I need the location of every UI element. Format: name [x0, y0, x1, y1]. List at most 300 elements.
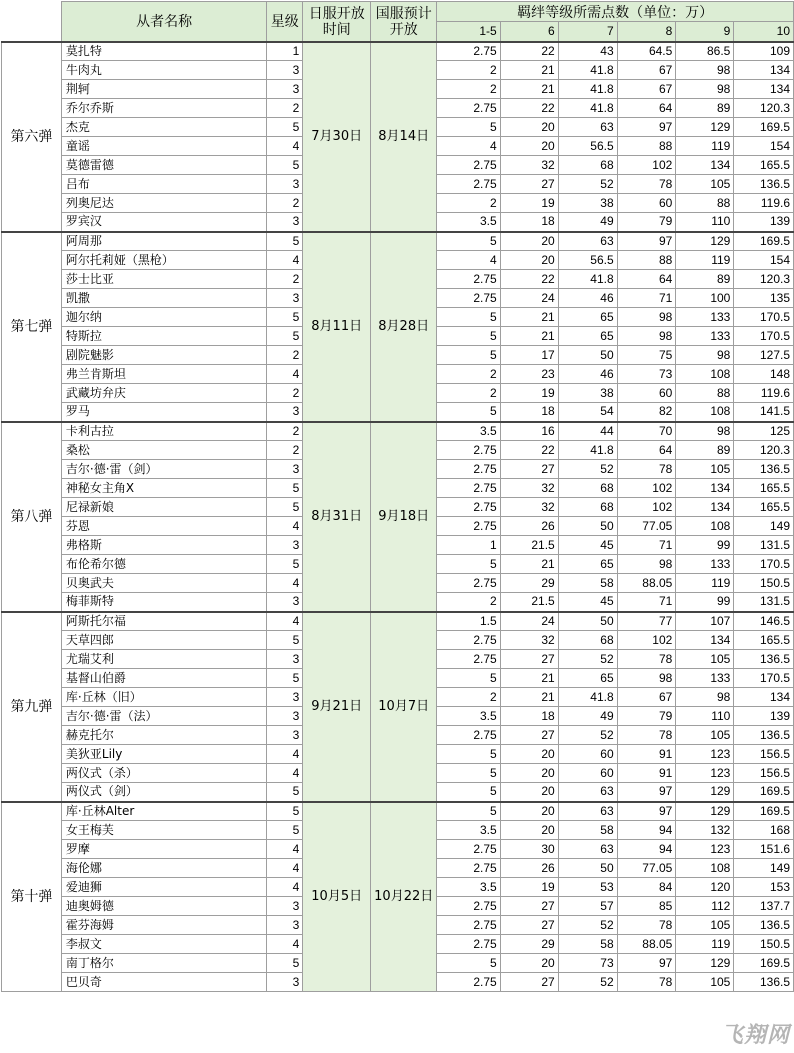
- bond-points-cell: 41.8: [558, 80, 617, 99]
- bond-points-cell: 65: [558, 308, 617, 327]
- bond-points-cell: 20: [500, 821, 558, 840]
- header-level-7: 7: [558, 22, 617, 42]
- bond-points-cell: 78: [617, 973, 676, 992]
- bond-points-cell: 2.75: [437, 289, 500, 308]
- servant-name: 梅菲斯特: [61, 593, 266, 612]
- bond-points-cell: 49: [558, 707, 617, 726]
- bond-points-cell: 110: [676, 213, 734, 232]
- bond-points-cell: 19: [500, 384, 558, 403]
- bond-points-cell: 1.5: [437, 612, 500, 631]
- bond-points-cell: 108: [676, 859, 734, 878]
- header-level-8: 8: [617, 22, 676, 42]
- bond-points-cell: 41.8: [558, 99, 617, 118]
- bond-points-cell: 2.75: [437, 859, 500, 878]
- bond-points-cell: 169.5: [734, 954, 794, 973]
- servant-name: 迦尔纳: [61, 308, 266, 327]
- servant-name: 尤瑞艾利: [61, 650, 266, 669]
- bond-points-cell: 129: [676, 232, 734, 251]
- bond-points-cell: 134: [734, 61, 794, 80]
- bond-points-cell: 3.5: [437, 707, 500, 726]
- star-rank: 4: [267, 574, 303, 593]
- bond-points-cell: 2: [437, 61, 500, 80]
- servant-name: 罗摩: [61, 840, 266, 859]
- bond-points-cell: 133: [676, 669, 734, 688]
- bond-points-cell: 68: [558, 156, 617, 175]
- servant-name: 贝奥武夫: [61, 574, 266, 593]
- servant-name: 卡利古拉: [61, 422, 266, 441]
- bond-points-cell: 89: [676, 99, 734, 118]
- servant-name: 桑松: [61, 441, 266, 460]
- bond-points-cell: 78: [617, 916, 676, 935]
- bond-points-cell: 27: [500, 726, 558, 745]
- bond-points-cell: 120.3: [734, 270, 794, 289]
- star-rank: 3: [267, 213, 303, 232]
- header-row-1: [2, 2, 794, 22]
- servant-row: [2, 802, 794, 821]
- bond-points-cell: 5: [437, 327, 500, 346]
- star-rank: 2: [267, 270, 303, 289]
- servant-name: 童谣: [61, 137, 266, 156]
- servant-name: 罗马: [61, 403, 266, 422]
- bond-points-cell: 52: [558, 726, 617, 745]
- bond-points-cell: 136.5: [734, 460, 794, 479]
- header-jp-release: 日服开放时间: [303, 2, 371, 42]
- bond-points-cell: 88: [617, 251, 676, 270]
- bond-points-cell: 134: [676, 156, 734, 175]
- bond-points-cell: 88: [617, 137, 676, 156]
- bond-points-cell: 98: [676, 346, 734, 365]
- star-rank: 1: [267, 42, 303, 61]
- bond-points-cell: 134: [734, 80, 794, 99]
- bond-points-cell: 168: [734, 821, 794, 840]
- bond-points-cell: 2.75: [437, 441, 500, 460]
- star-rank: 4: [267, 612, 303, 631]
- bond-points-cell: 38: [558, 194, 617, 213]
- bond-points-cell: 24: [500, 289, 558, 308]
- star-rank: 3: [267, 593, 303, 612]
- star-rank: 4: [267, 935, 303, 954]
- bond-points-cell: 4: [437, 251, 500, 270]
- servant-name: 基督山伯爵: [61, 669, 266, 688]
- bond-points-cell: 27: [500, 973, 558, 992]
- bond-points-cell: 77.05: [617, 859, 676, 878]
- star-rank: 4: [267, 251, 303, 270]
- bond-points-cell: 53: [558, 878, 617, 897]
- bond-points-cell: 2.75: [437, 726, 500, 745]
- bond-points-cell: 5: [437, 403, 500, 422]
- star-rank: 3: [267, 973, 303, 992]
- bond-points-cell: 5: [437, 954, 500, 973]
- servant-name: 海伦娜: [61, 859, 266, 878]
- bond-points-cell: 63: [558, 802, 617, 821]
- star-rank: 4: [267, 764, 303, 783]
- star-rank: 3: [267, 707, 303, 726]
- bond-points-cell: 119: [676, 251, 734, 270]
- servant-row: [2, 612, 794, 631]
- bond-points-cell: 123: [676, 840, 734, 859]
- bond-points-cell: 137.7: [734, 897, 794, 916]
- bond-points-cell: 85: [617, 897, 676, 916]
- bond-points-cell: 60: [617, 384, 676, 403]
- cn-release-date: 8月14日: [371, 42, 437, 232]
- bond-points-cell: 27: [500, 175, 558, 194]
- bond-points-cell: 120.3: [734, 441, 794, 460]
- bond-points-cell: 134: [734, 688, 794, 707]
- bond-points-cell: 20: [500, 783, 558, 802]
- bond-points-cell: 21.5: [500, 593, 558, 612]
- star-rank: 3: [267, 897, 303, 916]
- servant-name: 迪奥姆德: [61, 897, 266, 916]
- bond-points-cell: 170.5: [734, 555, 794, 574]
- bond-points-cell: 86.5: [676, 42, 734, 61]
- star-rank: 2: [267, 441, 303, 460]
- servant-name: 列奥尼达: [61, 194, 266, 213]
- bond-points-cell: 52: [558, 916, 617, 935]
- star-rank: 3: [267, 726, 303, 745]
- bond-points-cell: 5: [437, 308, 500, 327]
- bond-points-cell: 63: [558, 232, 617, 251]
- star-rank: 3: [267, 403, 303, 422]
- header-servant-name: 从者名称: [61, 2, 266, 42]
- bond-points-cell: 64: [617, 99, 676, 118]
- bond-points-cell: 98: [617, 308, 676, 327]
- bond-points-cell: 21.5: [500, 536, 558, 555]
- star-rank: 2: [267, 99, 303, 118]
- star-rank: 5: [267, 232, 303, 251]
- bond-points-cell: 16: [500, 422, 558, 441]
- jp-release-date: 8月31日: [303, 422, 371, 612]
- star-rank: 4: [267, 878, 303, 897]
- star-rank: 2: [267, 346, 303, 365]
- bond-points-cell: 52: [558, 973, 617, 992]
- star-rank: 5: [267, 821, 303, 840]
- star-rank: 3: [267, 916, 303, 935]
- bond-points-cell: 2.75: [437, 517, 500, 536]
- servant-name: 库·丘林Alter: [61, 802, 266, 821]
- bond-points-cell: 127.5: [734, 346, 794, 365]
- bond-points-cell: 17: [500, 346, 558, 365]
- bond-points-cell: 41.8: [558, 441, 617, 460]
- bond-points-cell: 119.6: [734, 384, 794, 403]
- jp-release-date: 9月21日: [303, 612, 371, 802]
- servant-name: 武藏坊弁庆: [61, 384, 266, 403]
- star-rank: 2: [267, 422, 303, 441]
- bond-points-cell: 99: [676, 536, 734, 555]
- bond-points-cell: 136.5: [734, 726, 794, 745]
- bond-points-cell: 169.5: [734, 783, 794, 802]
- bond-points-cell: 165.5: [734, 479, 794, 498]
- star-rank: 4: [267, 745, 303, 764]
- bond-points-cell: 68: [558, 631, 617, 650]
- bond-points-cell: 3.5: [437, 821, 500, 840]
- bond-points-cell: 165.5: [734, 498, 794, 517]
- servant-name: 爱迪狮: [61, 878, 266, 897]
- bond-points-cell: 38: [558, 384, 617, 403]
- bond-points-cell: 32: [500, 631, 558, 650]
- servant-name: 莫扎特: [61, 42, 266, 61]
- servant-row: [2, 42, 794, 61]
- bond-points-cell: 79: [617, 213, 676, 232]
- bond-points-cell: 82: [617, 403, 676, 422]
- bond-points-cell: 56.5: [558, 137, 617, 156]
- star-rank: 3: [267, 650, 303, 669]
- star-rank: 4: [267, 517, 303, 536]
- bond-points-cell: 119.6: [734, 194, 794, 213]
- bond-points-cell: 49: [558, 213, 617, 232]
- bond-points-cell: 2: [437, 384, 500, 403]
- bond-points-cell: 169.5: [734, 118, 794, 137]
- bond-points-cell: 136.5: [734, 650, 794, 669]
- bond-points-cell: 98: [617, 669, 676, 688]
- bond-points-cell: 129: [676, 783, 734, 802]
- bond-points-cell: 123: [676, 764, 734, 783]
- bond-points-cell: 108: [676, 517, 734, 536]
- bond-points-cell: 65: [558, 555, 617, 574]
- bond-points-cell: 63: [558, 118, 617, 137]
- bond-points-cell: 102: [617, 631, 676, 650]
- bond-points-table: [1, 1, 794, 992]
- bond-points-cell: 89: [676, 441, 734, 460]
- bond-points-cell: 75: [617, 346, 676, 365]
- bond-points-cell: 52: [558, 650, 617, 669]
- bond-points-cell: 50: [558, 612, 617, 631]
- bond-points-cell: 21: [500, 80, 558, 99]
- bond-points-cell: 133: [676, 555, 734, 574]
- servant-name: 两仪式（杀）: [61, 764, 266, 783]
- batch-label: 第八弹: [2, 422, 62, 612]
- bond-points-cell: 5: [437, 555, 500, 574]
- bond-points-cell: 20: [500, 251, 558, 270]
- servant-name: 特斯拉: [61, 327, 266, 346]
- bond-points-cell: 131.5: [734, 593, 794, 612]
- bond-points-cell: 1: [437, 536, 500, 555]
- bond-points-cell: 120.3: [734, 99, 794, 118]
- bond-points-cell: 136.5: [734, 175, 794, 194]
- bond-points-cell: 129: [676, 954, 734, 973]
- bond-points-cell: 2.75: [437, 574, 500, 593]
- servant-row: [2, 422, 794, 441]
- bond-points-cell: 21: [500, 61, 558, 80]
- bond-points-cell: 2: [437, 688, 500, 707]
- cn-release-date: 10月22日: [371, 802, 437, 992]
- servant-name: 荆轲: [61, 80, 266, 99]
- bond-points-cell: 5: [437, 802, 500, 821]
- bond-points-cell: 98: [617, 327, 676, 346]
- bond-points-cell: 78: [617, 726, 676, 745]
- bond-points-cell: 165.5: [734, 156, 794, 175]
- servant-name: 芬恩: [61, 517, 266, 536]
- bond-points-cell: 97: [617, 954, 676, 973]
- bond-points-cell: 77.05: [617, 517, 676, 536]
- bond-points-cell: 153: [734, 878, 794, 897]
- servant-name: 剧院魅影: [61, 346, 266, 365]
- bond-points-cell: 133: [676, 308, 734, 327]
- servant-name: 神秘女主角X: [61, 479, 266, 498]
- star-rank: 3: [267, 80, 303, 99]
- star-rank: 5: [267, 156, 303, 175]
- bond-points-cell: 2: [437, 593, 500, 612]
- bond-points-cell: 4: [437, 137, 500, 156]
- bond-points-cell: 19: [500, 878, 558, 897]
- bond-points-cell: 20: [500, 954, 558, 973]
- header-level-1-5: 1-5: [437, 22, 500, 42]
- bond-points-cell: 139: [734, 213, 794, 232]
- bond-points-cell: 119: [676, 574, 734, 593]
- bond-points-cell: 29: [500, 574, 558, 593]
- bond-points-cell: 136.5: [734, 973, 794, 992]
- servant-name: 弗兰肯斯坦: [61, 365, 266, 384]
- bond-points-cell: 2.75: [437, 935, 500, 954]
- servant-name: 两仪式（剑）: [61, 783, 266, 802]
- bond-points-cell: 21: [500, 688, 558, 707]
- bond-points-cell: 2: [437, 194, 500, 213]
- servant-name: 莫德雷德: [61, 156, 266, 175]
- bond-points-cell: 84: [617, 878, 676, 897]
- bond-points-cell: 23: [500, 365, 558, 384]
- bond-points-cell: 2.75: [437, 270, 500, 289]
- bond-points-cell: 2: [437, 365, 500, 384]
- bond-points-cell: 132: [676, 821, 734, 840]
- bond-points-cell: 60: [558, 745, 617, 764]
- bond-points-cell: 21: [500, 308, 558, 327]
- cn-release-date: 9月18日: [371, 422, 437, 612]
- servant-name: 赫克托尔: [61, 726, 266, 745]
- bond-points-cell: 112: [676, 897, 734, 916]
- batch-label: 第九弹: [2, 612, 62, 802]
- star-rank: 4: [267, 137, 303, 156]
- bond-points-cell: 2.75: [437, 840, 500, 859]
- bond-points-cell: 2.75: [437, 650, 500, 669]
- bond-points-cell: 89: [676, 270, 734, 289]
- bond-points-cell: 125: [734, 422, 794, 441]
- servant-name: 罗宾汉: [61, 213, 266, 232]
- bond-points-cell: 78: [617, 460, 676, 479]
- star-rank: 5: [267, 479, 303, 498]
- bond-points-cell: 2: [437, 80, 500, 99]
- bond-points-cell: 52: [558, 460, 617, 479]
- bond-points-cell: 91: [617, 764, 676, 783]
- bond-points-cell: 71: [617, 289, 676, 308]
- bond-points-cell: 46: [558, 289, 617, 308]
- servant-name: 天草四郎: [61, 631, 266, 650]
- servant-name: 阿周那: [61, 232, 266, 251]
- bond-points-cell: 64.5: [617, 42, 676, 61]
- star-rank: 5: [267, 555, 303, 574]
- servant-name: 吉尔·德·雷（剑）: [61, 460, 266, 479]
- bond-points-cell: 73: [558, 954, 617, 973]
- bond-points-cell: 97: [617, 118, 676, 137]
- bond-points-cell: 105: [676, 973, 734, 992]
- bond-points-cell: 105: [676, 460, 734, 479]
- bond-points-cell: 170.5: [734, 308, 794, 327]
- bond-points-cell: 71: [617, 593, 676, 612]
- bond-points-cell: 27: [500, 916, 558, 935]
- batch-label: 第十弹: [2, 802, 62, 992]
- bond-points-cell: 20: [500, 232, 558, 251]
- bond-points-cell: 3.5: [437, 878, 500, 897]
- bond-points-cell: 151.6: [734, 840, 794, 859]
- star-rank: 3: [267, 688, 303, 707]
- servant-name: 凯撒: [61, 289, 266, 308]
- bond-points-cell: 156.5: [734, 745, 794, 764]
- bond-points-cell: 2.75: [437, 156, 500, 175]
- bond-points-cell: 54: [558, 403, 617, 422]
- servant-name: 布伦希尔德: [61, 555, 266, 574]
- bond-points-cell: 20: [500, 764, 558, 783]
- bond-points-cell: 105: [676, 650, 734, 669]
- bond-points-cell: 45: [558, 593, 617, 612]
- bond-points-cell: 22: [500, 99, 558, 118]
- bond-points-cell: 2.75: [437, 460, 500, 479]
- servant-name: 杰克: [61, 118, 266, 137]
- bond-points-cell: 65: [558, 327, 617, 346]
- star-rank: 3: [267, 460, 303, 479]
- servant-name: 阿尔托莉娅（黑枪）: [61, 251, 266, 270]
- bond-points-cell: 21: [500, 555, 558, 574]
- servant-name: 牛肉丸: [61, 61, 266, 80]
- servant-name: 莎士比亚: [61, 270, 266, 289]
- bond-points-cell: 2.75: [437, 916, 500, 935]
- bond-points-cell: 63: [558, 783, 617, 802]
- bond-points-cell: 32: [500, 498, 558, 517]
- bond-points-cell: 131.5: [734, 536, 794, 555]
- bond-points-cell: 65: [558, 669, 617, 688]
- bond-points-cell: 27: [500, 897, 558, 916]
- star-rank: 3: [267, 61, 303, 80]
- bond-points-cell: 56.5: [558, 251, 617, 270]
- site-watermark: 飞翔网: [720, 1023, 790, 1048]
- bond-points-cell: 134: [676, 631, 734, 650]
- servant-name: 弗格斯: [61, 536, 266, 555]
- header-level-9: 9: [676, 22, 734, 42]
- bond-points-cell: 97: [617, 802, 676, 821]
- bond-points-cell: 165.5: [734, 631, 794, 650]
- bond-points-cell: 29: [500, 935, 558, 954]
- bond-points-cell: 18: [500, 707, 558, 726]
- star-rank: 5: [267, 783, 303, 802]
- bond-points-cell: 170.5: [734, 327, 794, 346]
- bond-points-cell: 154: [734, 251, 794, 270]
- bond-points-cell: 50: [558, 346, 617, 365]
- bond-points-cell: 105: [676, 726, 734, 745]
- bond-points-cell: 20: [500, 745, 558, 764]
- bond-points-cell: 2.75: [437, 479, 500, 498]
- bond-points-cell: 2.75: [437, 973, 500, 992]
- star-rank: 5: [267, 954, 303, 973]
- jp-release-date: 8月11日: [303, 232, 371, 422]
- header-level-10: 10: [734, 22, 794, 42]
- bond-points-cell: 134: [676, 479, 734, 498]
- servant-name: 南丁格尔: [61, 954, 266, 973]
- bond-points-cell: 110: [676, 707, 734, 726]
- bond-points-cell: 41.8: [558, 270, 617, 289]
- star-rank: 3: [267, 175, 303, 194]
- bond-points-cell: 88: [676, 384, 734, 403]
- bond-points-cell: 97: [617, 232, 676, 251]
- bond-points-cell: 27: [500, 460, 558, 479]
- bond-points-cell: 22: [500, 441, 558, 460]
- bond-points-cell: 5: [437, 745, 500, 764]
- bond-points-cell: 19: [500, 194, 558, 213]
- bond-points-cell: 88.05: [617, 574, 676, 593]
- bond-points-cell: 5: [437, 346, 500, 365]
- bond-points-cell: 98: [676, 80, 734, 99]
- bond-points-cell: 154: [734, 137, 794, 156]
- cn-release-date: 10月7日: [371, 612, 437, 802]
- bond-points-cell: 150.5: [734, 935, 794, 954]
- bond-points-cell: 26: [500, 517, 558, 536]
- bond-points-cell: 88.05: [617, 935, 676, 954]
